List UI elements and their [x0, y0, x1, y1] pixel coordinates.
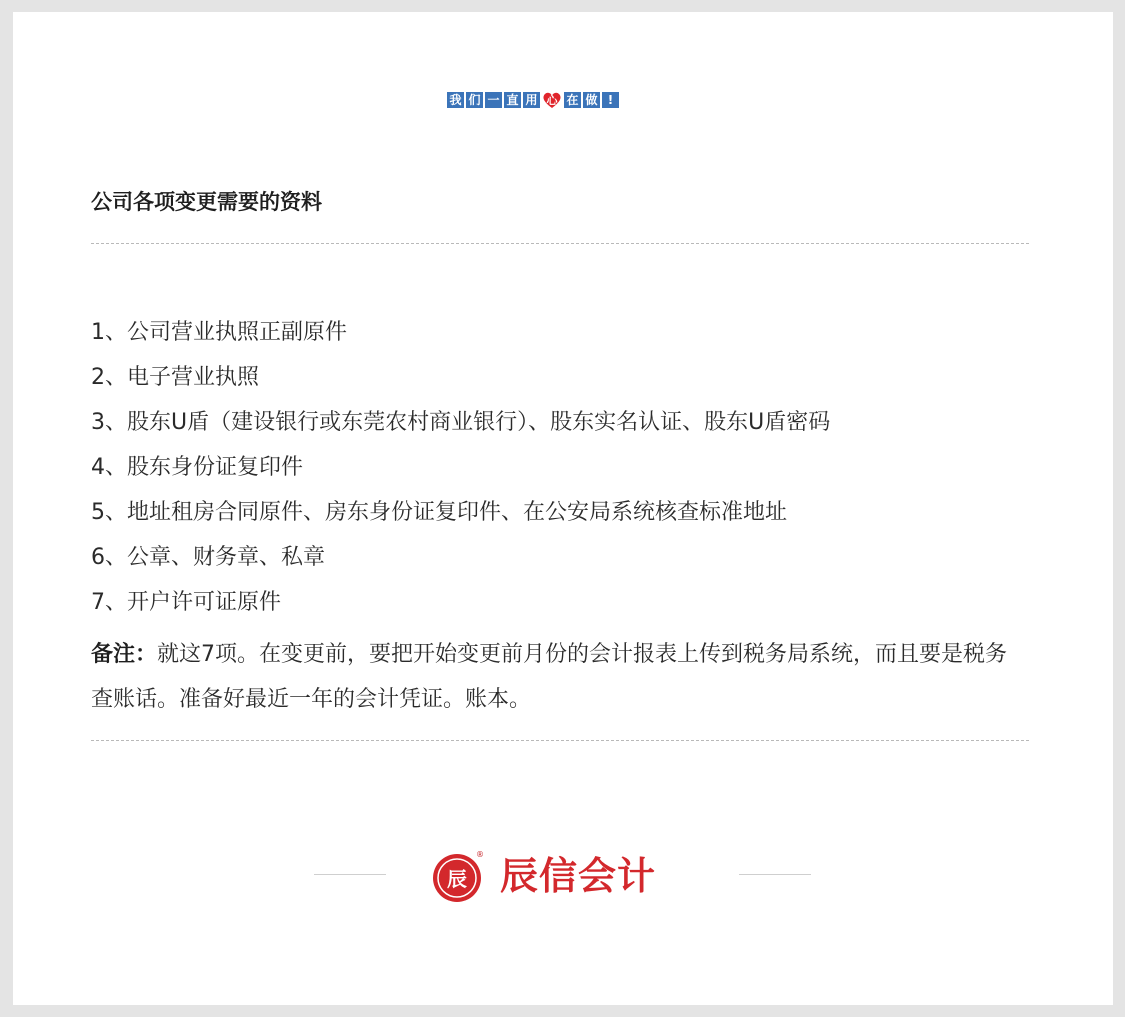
list-item: 6、公章、财务章、私章 — [91, 545, 325, 570]
banner-char: 一 — [485, 92, 502, 108]
dashed-divider — [91, 740, 1029, 741]
article-title: 公司各项变更需要的资料 — [91, 190, 322, 214]
seal-char: 辰 — [447, 867, 467, 891]
list-item: 4、股东身份证复印件 — [91, 455, 303, 480]
banner-char: 在 — [564, 92, 581, 108]
banner-char: 们 — [466, 92, 483, 108]
registered-mark: ® — [476, 850, 484, 859]
heart-char: 心 — [546, 93, 558, 107]
heart-icon — [542, 90, 562, 110]
requirements-list — [91, 317, 1021, 632]
slogan-banner — [447, 91, 619, 109]
banner-char: ! — [602, 92, 619, 108]
banner-char: 我 — [447, 92, 464, 108]
banner-char: 直 — [504, 92, 521, 108]
banner-char: 做 — [583, 92, 600, 108]
list-item: 3、股东U盾（建设银行或东莞农村商业银行）、股东实名认证、股东U盾密码 — [91, 410, 831, 435]
list-item: 1、公司营业执照正副原件 — [91, 320, 347, 345]
list-item: 2、电子营业执照 — [91, 365, 259, 390]
banner-char: 用 — [523, 92, 540, 108]
dashed-divider — [91, 243, 1029, 244]
footer-divider-left — [314, 874, 386, 875]
note-text: 就这7项。在变更前，要把开始变更前月份的会计报表上传到税务局系统，而且要是税务查账话。准备好最近一年的会计凭证。账本。 — [91, 642, 1008, 712]
brand-seal-icon — [431, 852, 483, 904]
note-paragraph — [91, 632, 1021, 722]
list-item: 7、开户许可证原件 — [91, 590, 281, 615]
article-card — [13, 12, 1113, 1005]
list-item: 5、地址租房合同原件、房东身份证复印件、在公安局系统核查标准地址 — [91, 500, 787, 525]
brand-name: 辰信会计 — [500, 854, 657, 898]
footer-divider-right — [739, 874, 811, 875]
note-label: 备注： — [91, 642, 158, 667]
